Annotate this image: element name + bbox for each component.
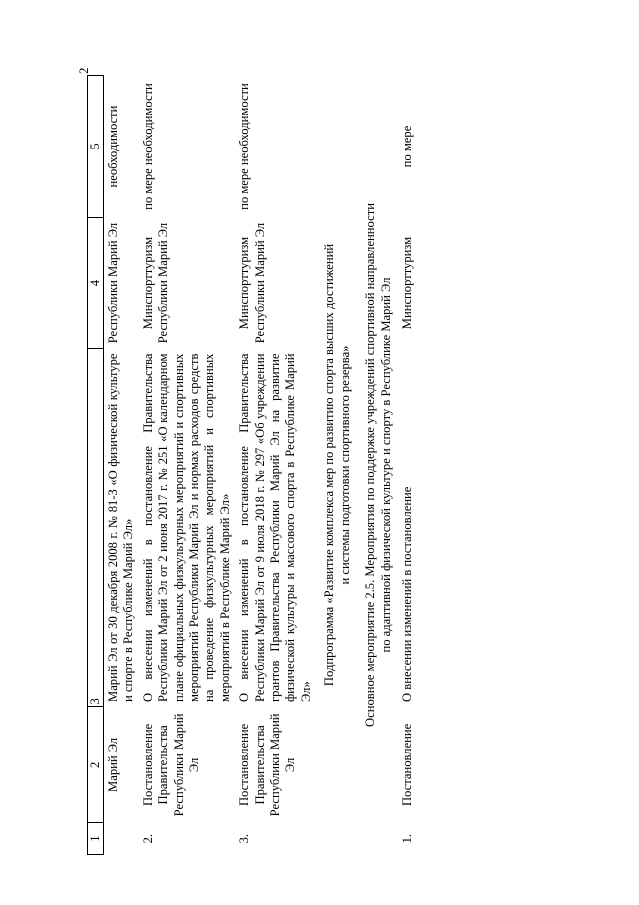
header-col-3: 3 <box>88 349 104 707</box>
row-doc-type: Постановление Правительства Республики Марий Эл <box>237 713 298 817</box>
main-measure-heading <box>357 76 398 855</box>
row-doc-type: Постановление Правительства Республики Марий Эл <box>140 713 202 817</box>
subprogram-heading-line-2: и системы подготовки спортивного резерва» <box>337 345 352 585</box>
subprogram-heading <box>316 76 357 855</box>
row-number <box>104 823 139 855</box>
row-term: по мере необходимости <box>140 83 155 210</box>
row-number: 2. <box>140 833 155 844</box>
row-number: 3. <box>237 833 252 844</box>
row-title: О внесении изменений в постановление Правительства Республики Марий Эл от 9 июля 2018 г. № 297 «Об учреждении грантов Правительства Республики Марий Эл на развитие физической культуры и массового спорта в Республике Марий Эл» <box>237 353 313 702</box>
measures-table <box>87 75 417 855</box>
row-number: 1. <box>399 833 414 844</box>
row-executor: Минспорттуризм Республики Марий Эл <box>140 222 171 344</box>
header-col-1: 1 <box>88 823 104 855</box>
header-col-5: 5 <box>88 76 104 218</box>
row-term: по мере <box>399 125 414 168</box>
table-row <box>235 76 316 855</box>
subprogram-heading-line-1: Подпрограмма «Развитие комплекса мер по развитию спорта высших достижений <box>322 243 337 687</box>
table-row <box>398 76 417 855</box>
row-term: по мере необходимости <box>237 83 252 210</box>
row-doc-type: Марий Эл <box>106 737 120 792</box>
section-heading-row <box>316 76 357 855</box>
row-executor: Республики Марий Эл <box>106 222 120 344</box>
table-row <box>139 76 235 855</box>
rotated-page-content <box>87 75 587 855</box>
header-col-2: 2 <box>88 707 104 823</box>
row-executor: Минспорттуризм <box>399 236 414 330</box>
row-executor: Минспорттуризм Республики Марий Эл <box>237 222 267 344</box>
header-col-4: 4 <box>88 218 104 349</box>
row-doc-type: Постановление <box>399 723 414 807</box>
table-header <box>88 76 104 855</box>
table-body <box>104 76 418 855</box>
main-measure-heading-line-2: по адаптивной физической культуре и спорту в Республике Марий Эл <box>378 277 393 653</box>
main-measure-heading-line-1: Основное мероприятие 2.5. Мероприятия по поддержке учреждений спортивной направленности <box>363 203 378 727</box>
row-title: О внесении изменений в постановление <box>399 486 414 702</box>
row-title: Марий Эл от 30 декабря 2008 г. № 81-З «О физической культуре и спорте в Республике Марий Эл» <box>106 353 136 702</box>
row-term: необходимости <box>106 105 120 188</box>
section-heading-row <box>357 76 398 855</box>
table-row <box>104 76 139 855</box>
page-number: 2 <box>76 67 91 74</box>
row-title: О внесении изменений в постановление Правительства Республики Марий Эл от 2 июня 2017 г. № 251 «О календарном плане официальных физкультурных мероприятий и спортивных мероприятий Республики Марий Эл и нормах расходов средств на проведение физкультурных мероприятий и спортивных мероприятий в Республике Марий Эл» <box>140 353 232 702</box>
